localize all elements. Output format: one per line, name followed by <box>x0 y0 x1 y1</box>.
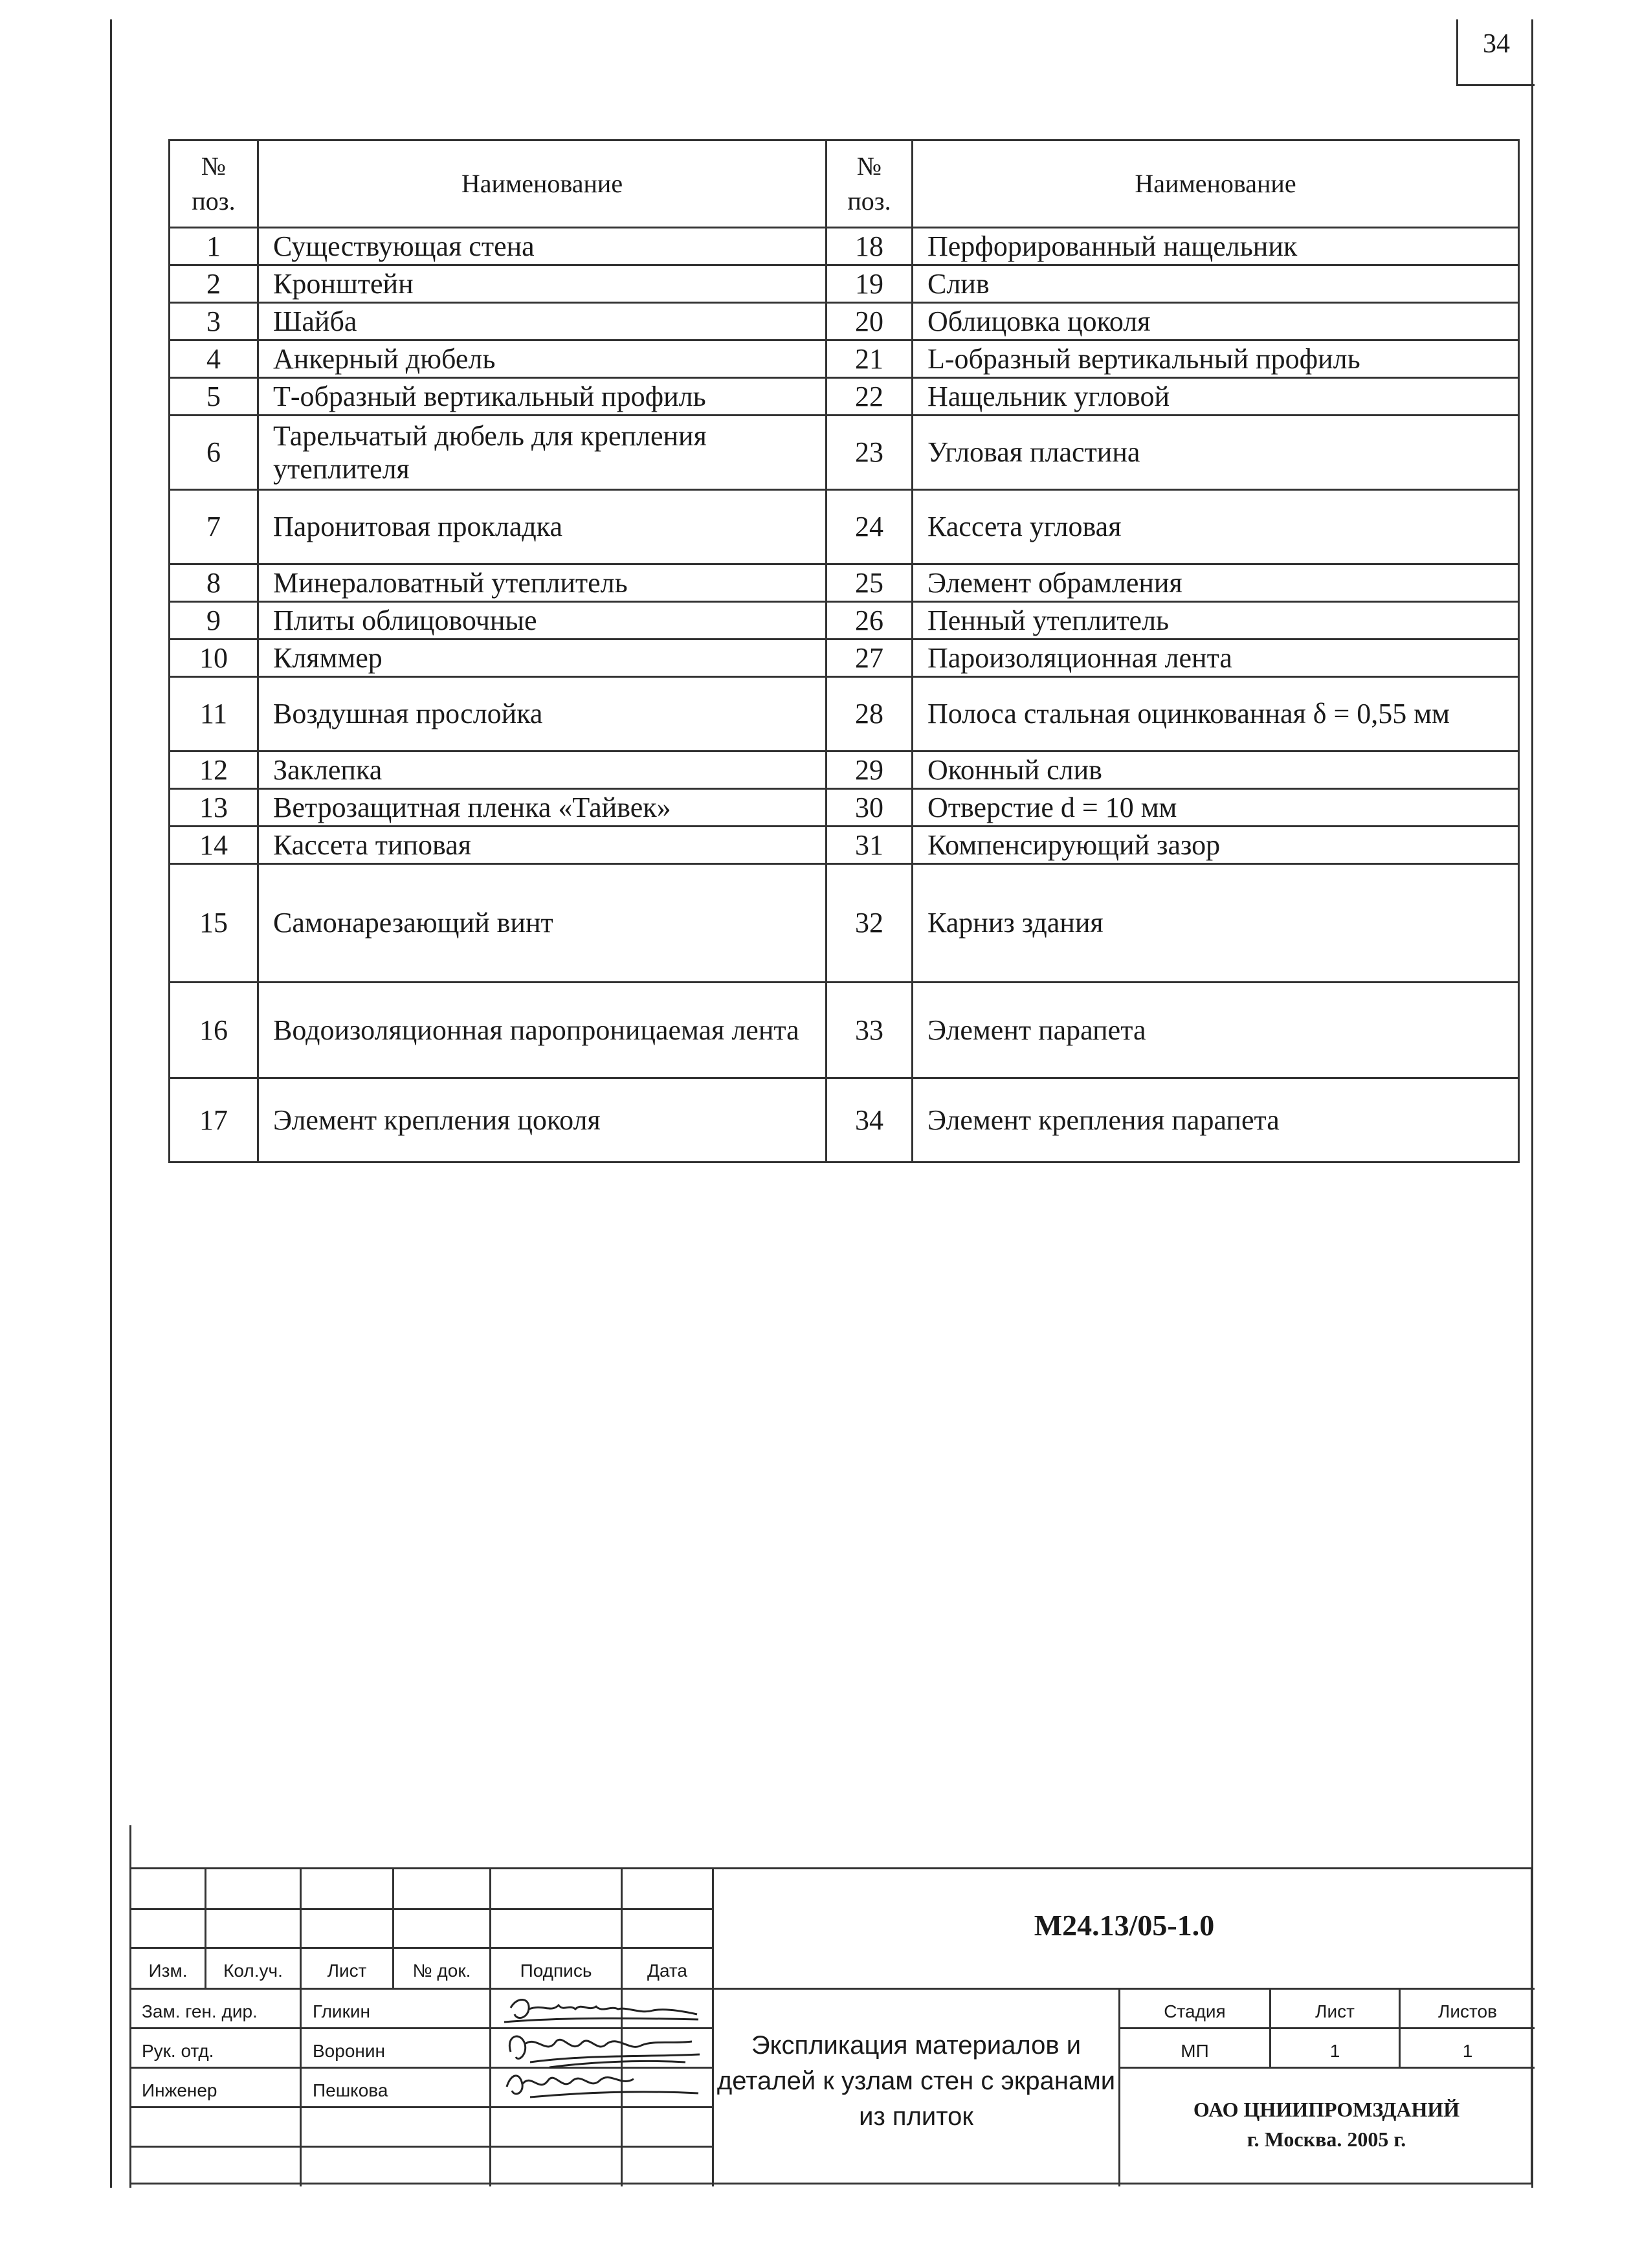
right-item-name: Элемент парапета <box>913 983 1519 1078</box>
table-row <box>170 564 1519 602</box>
right-item-name: Пароизоляционная лента <box>913 639 1519 677</box>
sheets-label: Листов <box>1438 2001 1497 2021</box>
right-item-name: Оконный слив <box>913 751 1519 789</box>
left-item-name: Паронитовая прокладка <box>258 490 827 564</box>
right-position-number: 25 <box>827 564 913 602</box>
stage-value: МП <box>1181 2041 1209 2061</box>
right-item-name: L-образный вертикальный профиль <box>913 340 1519 378</box>
left-position-number: 10 <box>170 639 258 677</box>
table-row <box>170 416 1519 490</box>
stage-label: Стадия <box>1164 2001 1226 2021</box>
left-position-number: 16 <box>170 983 258 1078</box>
left-position-number: 14 <box>170 827 258 864</box>
right-position-number: 21 <box>827 340 913 378</box>
organization-city-year: г. Москва. 2005 г. <box>1247 2128 1406 2151</box>
left-item-name: Минераловатный утеплитель <box>258 564 827 602</box>
left-item-name: Воздушная прослойка <box>258 677 827 751</box>
right-item-name: Карниз здания <box>913 864 1519 983</box>
table-row <box>170 983 1519 1078</box>
organization-name: ОАО ЦНИИПРОМЗДАНИЙ <box>1193 2098 1460 2121</box>
table-row <box>170 378 1519 416</box>
header-name-left: Наименование <box>258 140 827 228</box>
left-position-number: 13 <box>170 789 258 827</box>
right-item-name: Компенсирующий зазор <box>913 827 1519 864</box>
col-date: Дата <box>647 1961 687 1981</box>
explication-table <box>168 139 1520 1163</box>
col-signature: Подпись <box>520 1961 592 1981</box>
left-item-name: Существующая стена <box>258 228 827 265</box>
right-item-name: Отверстие d = 10 мм <box>913 789 1519 827</box>
table-row <box>170 677 1519 751</box>
title-block <box>129 1867 1533 2185</box>
right-position-number: 28 <box>827 677 913 751</box>
right-position-number: 33 <box>827 983 913 1078</box>
right-position-number: 26 <box>827 602 913 639</box>
document-code: М24.13/05-1.0 <box>1034 1909 1215 1942</box>
table-header-row <box>170 140 1519 228</box>
left-item-name: Заклепка <box>258 751 827 789</box>
right-position-number: 32 <box>827 864 913 983</box>
right-position-number: 27 <box>827 639 913 677</box>
left-position-number: 8 <box>170 564 258 602</box>
col-doc-no: № док. <box>412 1961 471 1981</box>
page-number-box <box>1456 19 1535 86</box>
left-item-name: Плиты облицовочные <box>258 602 827 639</box>
left-item-name: Анкерный дюбель <box>258 340 827 378</box>
role-engineer: Инженер <box>142 2080 217 2100</box>
header-pos-label: поз. <box>847 186 891 216</box>
right-item-name: Облицовка цоколя <box>913 303 1519 340</box>
left-item-name: Водоизоляционная паропроницаемая лента <box>258 983 827 1078</box>
left-position-number: 3 <box>170 303 258 340</box>
left-position-number: 17 <box>170 1078 258 1162</box>
col-kol-uch: Кол.уч. <box>223 1961 283 1981</box>
col-izm: Изм. <box>148 1961 188 1981</box>
right-item-name: Элемент крепления парапета <box>913 1078 1519 1162</box>
table-row <box>170 864 1519 983</box>
header-name-right: Наименование <box>913 140 1519 228</box>
left-item-name: Кляммер <box>258 639 827 677</box>
right-position-number: 29 <box>827 751 913 789</box>
left-position-number: 15 <box>170 864 258 983</box>
left-position-number: 6 <box>170 416 258 490</box>
right-position-number: 23 <box>827 416 913 490</box>
sheets-value: 1 <box>1462 2041 1473 2061</box>
table-row <box>170 303 1519 340</box>
left-item-name: Ветрозащитная пленка «Тайвек» <box>258 789 827 827</box>
left-item-name: Тарельчатый дюбель для крепления утеплителя <box>258 416 827 490</box>
right-position-number: 20 <box>827 303 913 340</box>
left-item-name: Кронштейн <box>258 265 827 303</box>
right-position-number: 24 <box>827 490 913 564</box>
left-position-number: 9 <box>170 602 258 639</box>
left-item-name: Шайба <box>258 303 827 340</box>
organization-block <box>1118 2095 1535 2155</box>
table-row <box>170 639 1519 677</box>
left-position-number: 4 <box>170 340 258 378</box>
left-item-name: Элемент крепления цоколя <box>258 1078 827 1162</box>
table-row <box>170 340 1519 378</box>
right-item-name: Кассета угловая <box>913 490 1519 564</box>
right-position-number: 30 <box>827 789 913 827</box>
left-item-name: Самонарезающий винт <box>258 864 827 983</box>
left-position-number: 5 <box>170 378 258 416</box>
name-glikin: Гликин <box>313 2001 370 2021</box>
right-position-number: 19 <box>827 265 913 303</box>
name-voronin: Воронин <box>313 2041 385 2061</box>
left-position-number: 11 <box>170 677 258 751</box>
table-row <box>170 751 1519 789</box>
right-position-number: 34 <box>827 1078 913 1162</box>
right-item-name: Угловая пластина <box>913 416 1519 490</box>
header-pos-right <box>827 140 913 228</box>
table-row <box>170 490 1519 564</box>
header-pos-label: поз. <box>192 186 236 216</box>
signature-glikin <box>491 1990 705 2106</box>
left-item-name: Кассета типовая <box>258 827 827 864</box>
table-row <box>170 265 1519 303</box>
sheet-title: Экспликация материалов и деталей к узлам стен с экранами из плиток <box>716 2031 1116 2131</box>
role-dept-head: Рук. отд. <box>142 2041 214 2061</box>
left-position-number: 12 <box>170 751 258 789</box>
right-position-number: 22 <box>827 378 913 416</box>
col-list: Лист <box>327 1961 367 1981</box>
left-position-number: 7 <box>170 490 258 564</box>
table-row <box>170 1078 1519 1162</box>
table-row <box>170 827 1519 864</box>
header-pos-left <box>170 140 258 228</box>
right-item-name: Слив <box>913 265 1519 303</box>
header-pos-no: № <box>856 151 882 181</box>
table-row <box>170 228 1519 265</box>
name-peshkova: Пешкова <box>313 2080 388 2100</box>
sheet-label: Лист <box>1315 2001 1355 2021</box>
left-position-number: 1 <box>170 228 258 265</box>
right-item-name: Элемент обрамления <box>913 564 1519 602</box>
role-deputy-director: Зам. ген. дир. <box>142 2001 258 2021</box>
table-row <box>170 602 1519 639</box>
frame-left-line <box>110 19 112 2188</box>
right-position-number: 31 <box>827 827 913 864</box>
right-position-number: 18 <box>827 228 913 265</box>
table-row <box>170 789 1519 827</box>
header-pos-no: № <box>201 151 227 181</box>
left-position-number: 2 <box>170 265 258 303</box>
right-item-name: Полоса стальная оцинкованная δ = 0,55 мм <box>913 677 1519 751</box>
page-number: 34 <box>1483 29 1510 59</box>
frame-right-line <box>1531 19 1533 2188</box>
right-item-name: Нащельник угловой <box>913 378 1519 416</box>
right-item-name: Пенный утеплитель <box>913 602 1519 639</box>
sheet-value: 1 <box>1329 2041 1340 2061</box>
right-item-name: Перфорированный нащельник <box>913 228 1519 265</box>
left-item-name: Т-образный вертикальный профиль <box>258 378 827 416</box>
